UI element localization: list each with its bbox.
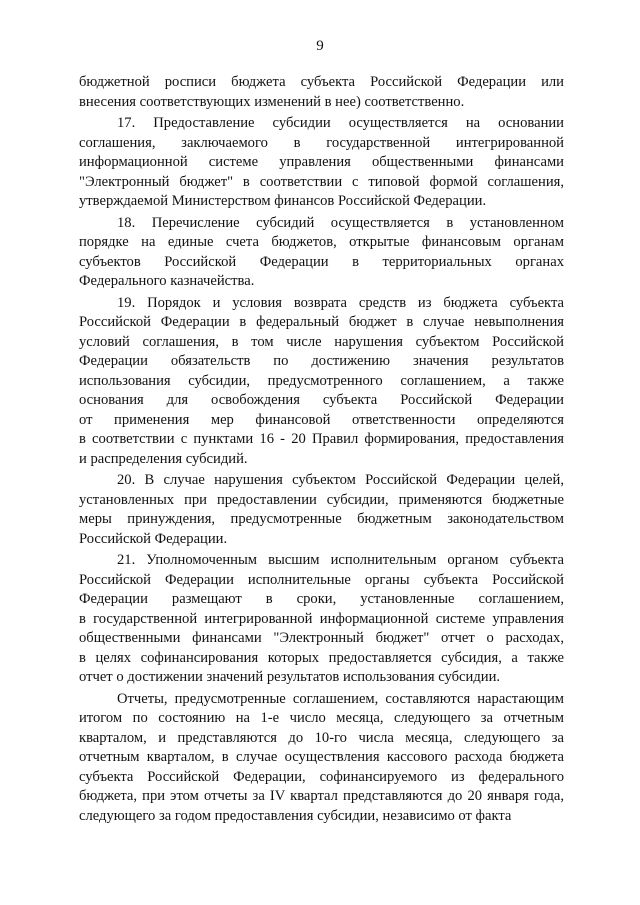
paragraph bbox=[79, 294, 564, 470]
text-line: следующего за годом предоставления субсидии, независимо от факта bbox=[79, 807, 512, 824]
page-number: 9 bbox=[316, 38, 324, 54]
text-line: от применения мер финансовой ответственности определяются bbox=[79, 411, 564, 428]
text-line: использования субсидии, предусмотренного соглашением, а также bbox=[79, 372, 564, 389]
text-line: Федерации обязательств по достижению значения результатов bbox=[79, 353, 564, 369]
paragraph bbox=[79, 114, 564, 212]
text-line: 18. Перечисление субсидий осуществляется в установленном bbox=[117, 214, 564, 231]
paragraph bbox=[79, 551, 564, 688]
text-line: отчет о достижении значений результатов использования субсидии. bbox=[79, 669, 501, 685]
text-line: соглашения, заключаемого в государственной интегрированной bbox=[79, 134, 564, 151]
text-line: Российской Федерации исполнительные органы субъекта Российской bbox=[79, 571, 564, 588]
paragraph bbox=[79, 471, 564, 549]
text-line: бюджетной росписи бюджета субъекта Российской Федерации или bbox=[79, 74, 564, 90]
text-line: 21. Уполномоченным высшим исполнительным органом субъекта bbox=[117, 552, 564, 568]
text-line: и распределения субсидий. bbox=[79, 450, 248, 467]
text-line: условий соглашения, в том числе нарушения субъектом Российской bbox=[79, 333, 564, 350]
text-line: общественными финансами "Электронный бюджет" отчет о расходах, bbox=[79, 630, 564, 646]
document-body bbox=[79, 73, 564, 828]
text-line: итогом по состоянию на 1-е число месяца, следующего за отчетным bbox=[79, 710, 564, 726]
text-line: Федерации размещают в сроки, установленные соглашением, bbox=[79, 591, 564, 607]
text-line: субъектов Российской Федерации в территориальных органах bbox=[79, 253, 564, 270]
text-line: 17. Предоставление субсидии осуществляется на основании bbox=[117, 115, 564, 131]
paragraph bbox=[79, 214, 564, 292]
text-line: "Электронный бюджет" в соответствии с типовой формой соглашения, bbox=[79, 173, 564, 190]
text-line: порядке на единые счета бюджетов, открытые финансовым органам bbox=[79, 234, 564, 250]
text-line: Отчеты, предусмотренные соглашением, составляются нарастающим bbox=[117, 690, 564, 707]
text-line: кварталом, и представляются до 10-го числа месяца, следующего за bbox=[79, 729, 564, 746]
text-line: информационной системе управления общественными финансами bbox=[79, 154, 564, 170]
text-line: бюджета, при этом отчеты за IV квартал представляются до 20 января года, bbox=[79, 788, 564, 804]
text-line: 20. В случае нарушения субъектом Российской Федерации целей, bbox=[117, 472, 564, 488]
text-line: меры принуждения, предусмотренные бюджетным законодательством bbox=[79, 511, 564, 527]
text-line: основания для освобождения субъекта Российской Федерации bbox=[79, 392, 564, 408]
text-line: Российской Федерации в федеральный бюджет в случае невыполнения bbox=[79, 314, 564, 330]
text-line: установленных при предоставлении субсидии, применяются бюджетные bbox=[79, 491, 564, 508]
paragraph bbox=[79, 690, 564, 827]
text-line: в соответствии с пунктами 16 - 20 Правил формирования, предоставления bbox=[79, 431, 564, 447]
paragraph bbox=[79, 73, 564, 112]
text-line: Федерального казначейства. bbox=[79, 273, 255, 289]
text-line: субъекта Российской Федерации, софинансируемого из федерального bbox=[79, 768, 564, 785]
text-line: отчетным кварталом, в случае осуществления кассового расхода бюджета bbox=[79, 749, 564, 765]
text-line: в целях софинансирования которых предоставляется субсидия, а также bbox=[79, 649, 564, 666]
text-line: внесения соответствующих изменений в нее) соответственно. bbox=[79, 93, 465, 110]
text-line: 19. Порядок и условия возврата средств из бюджета субъекта bbox=[117, 294, 564, 311]
text-line: утверждаемой Министерством финансов Российской Федерации. bbox=[79, 193, 487, 209]
text-line: в государственной интегрированной информационной системе управления bbox=[79, 610, 564, 627]
text-line: Российской Федерации. bbox=[79, 530, 228, 547]
